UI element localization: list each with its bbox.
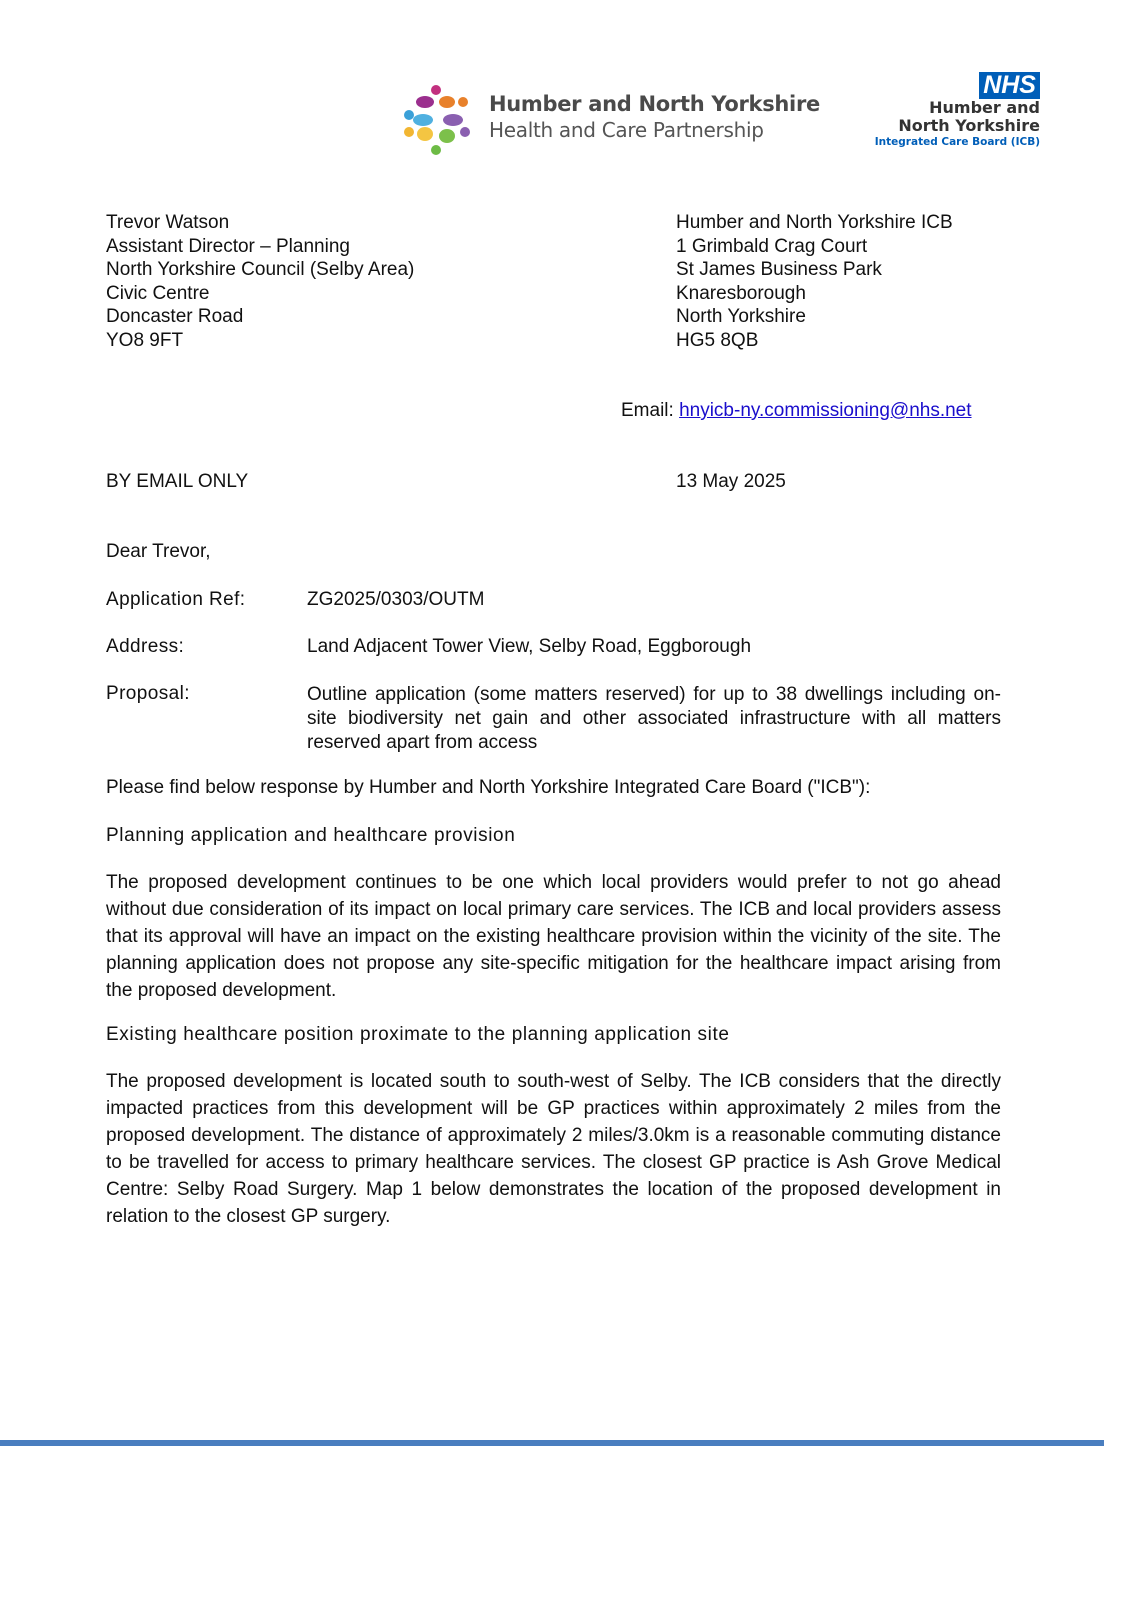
address-line: YO8 9FT — [106, 329, 184, 351]
proposal-value: Outline application (some matters reserved) for up to 38 dwellings including on-site biodiversity net gain and other associated infrastructure with all matters reserved apart from access — [307, 684, 1001, 753]
partnership-name: Humber and North Yorkshire — [489, 92, 820, 116]
delivery-method: BY EMAIL ONLY — [106, 471, 249, 492]
address-line: Doncaster Road — [106, 306, 244, 328]
address-value: Land Adjacent Tower View, Selby Road, Eggborough — [307, 636, 752, 657]
email-line — [621, 400, 972, 422]
email-label: Email: — [621, 400, 680, 421]
recipient-address — [106, 211, 414, 353]
application-ref-label: Application Ref: — [106, 589, 246, 610]
sender-address — [676, 211, 953, 353]
address-line: HG5 8QB — [676, 329, 759, 351]
section-body: The proposed development is located south to south-west of Selby. The ICB considers that the directly impacted practices from this development will be GP practices within approximately 2 miles from the proposed development. The distance of approximately 2 miles/3.0km is a reasonable commuting distance to be travelled for access to primary healthcare services. The closest GP practice is Ash Grove Medical Centre: Selby Road Surgery. Map 1 below demonstrates the location of the proposed development in relation to the closest GP surgery. — [106, 1071, 1001, 1227]
address-line: St James Business Park — [676, 259, 882, 281]
section-heading: Existing healthcare position proximate to the planning application site — [106, 1024, 730, 1045]
intro-text: Please find below response by Humber and North Yorkshire Integrated Care Board ("ICB"): — [106, 777, 871, 798]
salutation: Dear Trevor, — [106, 541, 211, 562]
address-label: Address: — [106, 636, 185, 657]
email-link[interactable]: hnyicb-ny.commissioning@nhs.net — [679, 400, 972, 421]
icb-name-line3: Integrated Care Board (ICB) — [874, 136, 1040, 148]
address-line: Trevor Watson — [106, 212, 230, 233]
section-body: The proposed development continues to be one which local providers would prefer to not go ahead without due consideration of its impact on local primary care services. The ICB and local providers assess that its approval will have an impact on the existing healthcare provision within the vicinity of the site. The planning application does not propose any site-specific mitigation for the healthcare impact arising from the proposed development. — [106, 872, 1001, 1001]
address-line: Knaresborough — [676, 282, 806, 304]
partnership-subtitle: Health and Care Partnership — [489, 118, 764, 142]
nhs-icb-logo — [860, 72, 1040, 157]
section-heading: Planning application and healthcare provision — [106, 825, 516, 846]
partnership-logo-icon — [403, 82, 475, 157]
address-line: North Yorkshire — [676, 306, 806, 328]
address-line: Humber and North Yorkshire ICB — [676, 212, 953, 233]
address-line: North Yorkshire Council (Selby Area) — [106, 259, 415, 281]
footer-rule — [0, 1440, 1104, 1446]
partnership-logo — [403, 82, 820, 157]
address-line: 1 Grimbald Crag Court — [676, 235, 868, 257]
proposal-label: Proposal: — [106, 683, 190, 704]
icb-name-line1: Humber and — [929, 98, 1040, 117]
address-line: Civic Centre — [106, 282, 210, 304]
icb-name-line2: North Yorkshire — [898, 116, 1040, 135]
nhs-badge: NHS — [979, 72, 1040, 99]
application-ref-value: ZG2025/0303/OUTM — [307, 589, 485, 610]
address-line: Assistant Director – Planning — [106, 235, 350, 257]
letter-date: 13 May 2025 — [676, 471, 786, 492]
